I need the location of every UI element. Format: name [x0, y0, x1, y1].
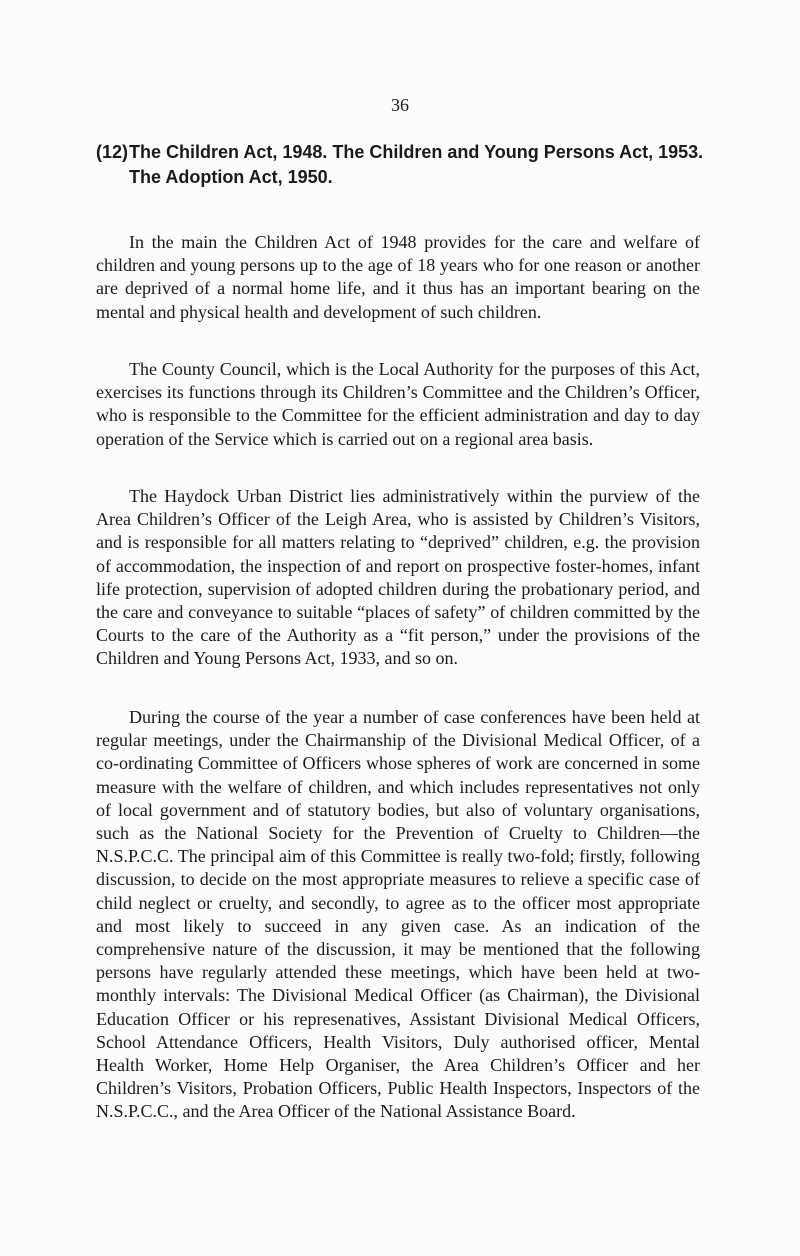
paragraph-county-council: The County Council, which is the Local Authority for the purposes of this Act, exercises its functions through its Children’s Committee and the Children’s Officer, who is responsible to the Committee for the efficient administration and day to day operation of the Service which is carried out on a regional area basis.	[96, 359, 700, 449]
page-number: 36	[391, 95, 409, 115]
paragraph-haydock-district: The Haydock Urban District lies administratively within the purview of the Area Children’s Officer of the Leigh Area, who is assisted by Children’s Visitors, and is responsible for all matters relating to “deprived” children, e.g. the provision of accommodation, the inspection of and report on prospective foster-homes, infant life protection, supervision of adopted children during the probationary period, and the care and conveyance to suitable “places of safety” of children committed by the Courts to the care of the Authority as a “fit person,” under the provisions of the Children and Young Persons Act, 1933, and so on.	[96, 486, 700, 669]
section-number: (12)	[96, 142, 129, 162]
section-title: The Children Act, 1948. The Children and Young Persons Act, 1953. The Adoption Act, 1950.	[129, 142, 704, 187]
section-heading	[96, 140, 706, 190]
paragraph-case-conferences: During the course of the year a number of case conferences have been held at regular meetings, under the Chairmanship of the Divisional Medical Officer, of a co-ordinating Committee of Officers whose spheres of work are concerned in some measure with the welfare of children, and which includes representatives not only of local government and of statutory bodies, but also of voluntary organisations, such as the National Society for the Prevention of Cruelty to Children—the N.S.P.C.C. The principal aim of this Committee is really two-fold; firstly, following discussion, to decide on the most appropriate measures to relieve a specific case of child neglect or cruelty, and secondly, to agree as to the officer most appropriate and most likely to succeed in any given case. As an indication of the comprehensive nature of the discussion, it may be mentioned that the following persons have regularly attended these meetings, which have been held at two-monthly intervals: The Divisional Medical Officer (as Chairman), the Divisional Education Officer or his represenatives, Assistant Divisional Medical Officers, School Attendance Officers, Health Visitors, Duly authorised officer, Mental Health Worker, Home Help Organiser, the Area Children’s Officer and her Children’s Visitors, Probation Officers, Public Health Inspectors, Inspectors of the N.S.P.C.C., and the Area Officer of the National Assistance Board.	[96, 707, 700, 1122]
paragraph-children-act-overview: In the main the Children Act of 1948 provides for the care and welfare of children and young persons up to the age of 18 years who for one reason or another are deprived of a normal home life, and it thus has an important bearing on the mental and physical health and development of such children.	[96, 232, 700, 322]
